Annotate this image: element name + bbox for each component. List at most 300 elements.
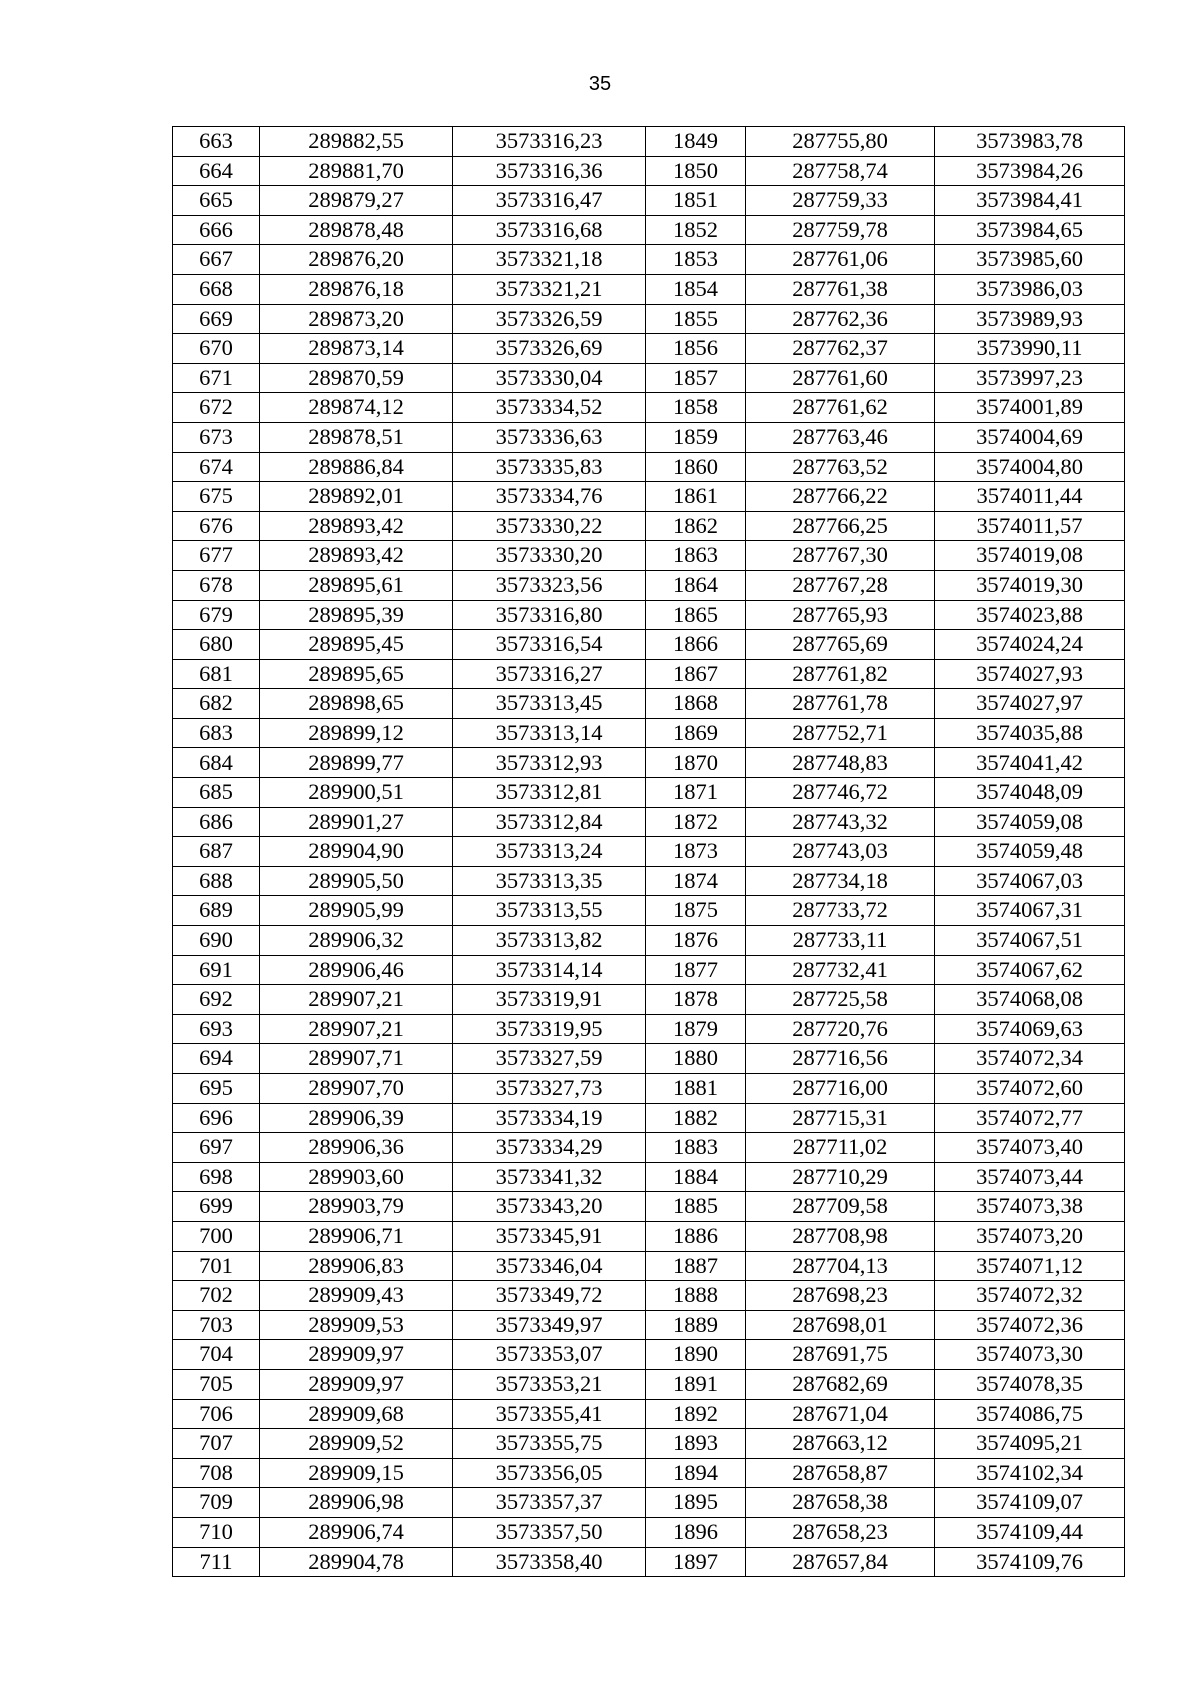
x-coordinate-cell: 289906,46 <box>260 955 453 985</box>
y-coordinate-cell: 3573313,82 <box>453 926 646 956</box>
x-coordinate-cell: 287761,78 <box>746 689 935 719</box>
point-number-cell: 1887 <box>646 1251 746 1281</box>
x-coordinate-cell: 287720,76 <box>746 1014 935 1044</box>
x-coordinate-cell: 289873,20 <box>260 304 453 334</box>
point-number-cell: 683 <box>173 718 260 748</box>
x-coordinate-cell: 287658,87 <box>746 1458 935 1488</box>
point-number-cell: 1889 <box>646 1310 746 1340</box>
table-row <box>173 511 1125 541</box>
x-coordinate-cell: 287733,11 <box>746 926 935 956</box>
point-number-cell: 709 <box>173 1488 260 1518</box>
x-coordinate-cell: 287657,84 <box>746 1547 935 1577</box>
x-coordinate-cell: 287763,46 <box>746 422 935 452</box>
x-coordinate-cell: 287759,78 <box>746 215 935 245</box>
table-row <box>173 1192 1125 1222</box>
table-row <box>173 1133 1125 1163</box>
x-coordinate-cell: 287725,58 <box>746 985 935 1015</box>
y-coordinate-cell: 3574048,09 <box>935 778 1125 808</box>
x-coordinate-cell: 289909,97 <box>260 1369 453 1399</box>
x-coordinate-cell: 289903,79 <box>260 1192 453 1222</box>
x-coordinate-cell: 289893,42 <box>260 511 453 541</box>
point-number-cell: 682 <box>173 689 260 719</box>
point-number-cell: 666 <box>173 215 260 245</box>
point-number-cell: 1857 <box>646 363 746 393</box>
table-row <box>173 718 1125 748</box>
x-coordinate-cell: 287758,74 <box>746 156 935 186</box>
x-coordinate-cell: 287761,60 <box>746 363 935 393</box>
point-number-cell: 1871 <box>646 778 746 808</box>
point-number-cell: 673 <box>173 422 260 452</box>
point-number-cell: 692 <box>173 985 260 1015</box>
point-number-cell: 710 <box>173 1517 260 1547</box>
y-coordinate-cell: 3573986,03 <box>935 274 1125 304</box>
point-number-cell: 1881 <box>646 1074 746 1104</box>
x-coordinate-cell: 287698,01 <box>746 1310 935 1340</box>
x-coordinate-cell: 289878,51 <box>260 422 453 452</box>
table-row <box>173 274 1125 304</box>
point-number-cell: 1877 <box>646 955 746 985</box>
y-coordinate-cell: 3574035,88 <box>935 718 1125 748</box>
point-number-cell: 1894 <box>646 1458 746 1488</box>
y-coordinate-cell: 3573356,05 <box>453 1458 646 1488</box>
x-coordinate-cell: 289886,84 <box>260 452 453 482</box>
x-coordinate-cell: 289878,48 <box>260 215 453 245</box>
point-number-cell: 663 <box>173 127 260 157</box>
y-coordinate-cell: 3574072,60 <box>935 1074 1125 1104</box>
table-row <box>173 748 1125 778</box>
x-coordinate-cell: 289870,59 <box>260 363 453 393</box>
point-number-cell: 1864 <box>646 570 746 600</box>
x-coordinate-cell: 287766,22 <box>746 482 935 512</box>
x-coordinate-cell: 289879,27 <box>260 186 453 216</box>
point-number-cell: 688 <box>173 866 260 896</box>
y-coordinate-cell: 3573316,80 <box>453 600 646 630</box>
x-coordinate-cell: 287734,18 <box>746 866 935 896</box>
table-row <box>173 156 1125 186</box>
point-number-cell: 677 <box>173 541 260 571</box>
x-coordinate-cell: 287743,32 <box>746 807 935 837</box>
point-number-cell: 665 <box>173 186 260 216</box>
x-coordinate-cell: 287761,38 <box>746 274 935 304</box>
point-number-cell: 1860 <box>646 452 746 482</box>
x-coordinate-cell: 287716,56 <box>746 1044 935 1074</box>
point-number-cell: 1865 <box>646 600 746 630</box>
point-number-cell: 705 <box>173 1369 260 1399</box>
point-number-cell: 674 <box>173 452 260 482</box>
table-row <box>173 1458 1125 1488</box>
y-coordinate-cell: 3573319,95 <box>453 1014 646 1044</box>
x-coordinate-cell: 289909,68 <box>260 1399 453 1429</box>
point-number-cell: 700 <box>173 1221 260 1251</box>
y-coordinate-cell: 3573358,40 <box>453 1547 646 1577</box>
x-coordinate-cell: 289909,15 <box>260 1458 453 1488</box>
table-row <box>173 127 1125 157</box>
x-coordinate-cell: 287691,75 <box>746 1340 935 1370</box>
table-row <box>173 393 1125 423</box>
point-number-cell: 1854 <box>646 274 746 304</box>
y-coordinate-cell: 3573316,23 <box>453 127 646 157</box>
point-number-cell: 704 <box>173 1340 260 1370</box>
point-number-cell: 1861 <box>646 482 746 512</box>
point-number-cell: 1883 <box>646 1133 746 1163</box>
point-number-cell: 1893 <box>646 1429 746 1459</box>
x-coordinate-cell: 287761,62 <box>746 393 935 423</box>
y-coordinate-cell: 3574067,62 <box>935 955 1125 985</box>
point-number-cell: 679 <box>173 600 260 630</box>
x-coordinate-cell: 289876,20 <box>260 245 453 275</box>
y-coordinate-cell: 3573334,29 <box>453 1133 646 1163</box>
y-coordinate-cell: 3573345,91 <box>453 1221 646 1251</box>
x-coordinate-cell: 287743,03 <box>746 837 935 867</box>
table-row <box>173 1162 1125 1192</box>
table-row <box>173 778 1125 808</box>
table-row <box>173 422 1125 452</box>
point-number-cell: 1849 <box>646 127 746 157</box>
table-row <box>173 541 1125 571</box>
table-row <box>173 186 1125 216</box>
x-coordinate-cell: 289907,70 <box>260 1074 453 1104</box>
y-coordinate-cell: 3574078,35 <box>935 1369 1125 1399</box>
y-coordinate-cell: 3573316,47 <box>453 186 646 216</box>
point-number-cell: 690 <box>173 926 260 956</box>
table-row <box>173 1251 1125 1281</box>
point-number-cell: 1880 <box>646 1044 746 1074</box>
point-number-cell: 1890 <box>646 1340 746 1370</box>
x-coordinate-cell: 289903,60 <box>260 1162 453 1192</box>
y-coordinate-cell: 3574011,57 <box>935 511 1125 541</box>
x-coordinate-cell: 289907,21 <box>260 1014 453 1044</box>
point-number-cell: 668 <box>173 274 260 304</box>
point-number-cell: 678 <box>173 570 260 600</box>
point-number-cell: 681 <box>173 659 260 689</box>
x-coordinate-cell: 289893,42 <box>260 541 453 571</box>
y-coordinate-cell: 3574071,12 <box>935 1251 1125 1281</box>
table-row <box>173 985 1125 1015</box>
point-number-cell: 695 <box>173 1074 260 1104</box>
point-number-cell: 693 <box>173 1014 260 1044</box>
table-row <box>173 1488 1125 1518</box>
y-coordinate-cell: 3573319,91 <box>453 985 646 1015</box>
table-row <box>173 1103 1125 1133</box>
point-number-cell: 1867 <box>646 659 746 689</box>
point-number-cell: 1874 <box>646 866 746 896</box>
point-number-cell: 1855 <box>646 304 746 334</box>
table-row <box>173 955 1125 985</box>
point-number-cell: 701 <box>173 1251 260 1281</box>
point-number-cell: 711 <box>173 1547 260 1577</box>
point-number-cell: 699 <box>173 1192 260 1222</box>
point-number-cell: 675 <box>173 482 260 512</box>
x-coordinate-cell: 289906,32 <box>260 926 453 956</box>
x-coordinate-cell: 287759,33 <box>746 186 935 216</box>
table-row <box>173 334 1125 364</box>
y-coordinate-cell: 3573997,23 <box>935 363 1125 393</box>
y-coordinate-cell: 3574059,48 <box>935 837 1125 867</box>
y-coordinate-cell: 3573984,41 <box>935 186 1125 216</box>
x-coordinate-cell: 289909,53 <box>260 1310 453 1340</box>
y-coordinate-cell: 3574067,51 <box>935 926 1125 956</box>
y-coordinate-cell: 3573984,65 <box>935 215 1125 245</box>
table-row <box>173 245 1125 275</box>
x-coordinate-cell: 287761,06 <box>746 245 935 275</box>
y-coordinate-cell: 3573357,37 <box>453 1488 646 1518</box>
table-row <box>173 1074 1125 1104</box>
y-coordinate-cell: 3574001,89 <box>935 393 1125 423</box>
x-coordinate-cell: 287755,80 <box>746 127 935 157</box>
point-number-cell: 1870 <box>646 748 746 778</box>
y-coordinate-cell: 3573313,35 <box>453 866 646 896</box>
x-coordinate-cell: 287704,13 <box>746 1251 935 1281</box>
point-number-cell: 676 <box>173 511 260 541</box>
table-row <box>173 1221 1125 1251</box>
point-number-cell: 1892 <box>646 1399 746 1429</box>
x-coordinate-cell: 287708,98 <box>746 1221 935 1251</box>
y-coordinate-cell: 3574072,77 <box>935 1103 1125 1133</box>
y-coordinate-cell: 3574024,24 <box>935 630 1125 660</box>
point-number-cell: 680 <box>173 630 260 660</box>
x-coordinate-cell: 289907,71 <box>260 1044 453 1074</box>
y-coordinate-cell: 3573316,36 <box>453 156 646 186</box>
y-coordinate-cell: 3573316,54 <box>453 630 646 660</box>
y-coordinate-cell: 3573343,20 <box>453 1192 646 1222</box>
x-coordinate-cell: 289905,99 <box>260 896 453 926</box>
table-row <box>173 1517 1125 1547</box>
point-number-cell: 672 <box>173 393 260 423</box>
table-row <box>173 482 1125 512</box>
x-coordinate-cell: 287732,41 <box>746 955 935 985</box>
table-row <box>173 1429 1125 1459</box>
x-coordinate-cell: 289899,77 <box>260 748 453 778</box>
x-coordinate-cell: 287709,58 <box>746 1192 935 1222</box>
y-coordinate-cell: 3574027,97 <box>935 689 1125 719</box>
point-number-cell: 703 <box>173 1310 260 1340</box>
x-coordinate-cell: 289895,39 <box>260 600 453 630</box>
x-coordinate-cell: 287765,93 <box>746 600 935 630</box>
x-coordinate-cell: 289904,78 <box>260 1547 453 1577</box>
y-coordinate-cell: 3573346,04 <box>453 1251 646 1281</box>
x-coordinate-cell: 289873,14 <box>260 334 453 364</box>
x-coordinate-cell: 289906,39 <box>260 1103 453 1133</box>
table-row <box>173 896 1125 926</box>
x-coordinate-cell: 289906,71 <box>260 1221 453 1251</box>
point-number-cell: 698 <box>173 1162 260 1192</box>
point-number-cell: 686 <box>173 807 260 837</box>
point-number-cell: 1873 <box>646 837 746 867</box>
y-coordinate-cell: 3574072,32 <box>935 1281 1125 1311</box>
x-coordinate-cell: 289900,51 <box>260 778 453 808</box>
x-coordinate-cell: 287658,23 <box>746 1517 935 1547</box>
x-coordinate-cell: 287682,69 <box>746 1369 935 1399</box>
x-coordinate-cell: 287711,02 <box>746 1133 935 1163</box>
table-row <box>173 363 1125 393</box>
y-coordinate-cell: 3574019,08 <box>935 541 1125 571</box>
point-number-cell: 685 <box>173 778 260 808</box>
point-number-cell: 1872 <box>646 807 746 837</box>
table-row <box>173 689 1125 719</box>
y-coordinate-cell: 3574023,88 <box>935 600 1125 630</box>
y-coordinate-cell: 3574095,21 <box>935 1429 1125 1459</box>
x-coordinate-cell: 289876,18 <box>260 274 453 304</box>
point-number-cell: 1850 <box>646 156 746 186</box>
point-number-cell: 697 <box>173 1133 260 1163</box>
x-coordinate-cell: 289904,90 <box>260 837 453 867</box>
y-coordinate-cell: 3573316,27 <box>453 659 646 689</box>
y-coordinate-cell: 3574068,08 <box>935 985 1125 1015</box>
point-number-cell: 1897 <box>646 1547 746 1577</box>
y-coordinate-cell: 3573336,63 <box>453 422 646 452</box>
y-coordinate-cell: 3573314,14 <box>453 955 646 985</box>
x-coordinate-cell: 287761,82 <box>746 659 935 689</box>
point-number-cell: 1884 <box>646 1162 746 1192</box>
y-coordinate-cell: 3574004,80 <box>935 452 1125 482</box>
y-coordinate-cell: 3573312,81 <box>453 778 646 808</box>
table-row <box>173 304 1125 334</box>
y-coordinate-cell: 3574067,03 <box>935 866 1125 896</box>
x-coordinate-cell: 287733,72 <box>746 896 935 926</box>
y-coordinate-cell: 3573341,32 <box>453 1162 646 1192</box>
y-coordinate-cell: 3573327,73 <box>453 1074 646 1104</box>
y-coordinate-cell: 3573316,68 <box>453 215 646 245</box>
y-coordinate-cell: 3574102,34 <box>935 1458 1125 1488</box>
point-number-cell: 671 <box>173 363 260 393</box>
table-row <box>173 452 1125 482</box>
table-row <box>173 807 1125 837</box>
x-coordinate-cell: 289906,36 <box>260 1133 453 1163</box>
point-number-cell: 1869 <box>646 718 746 748</box>
x-coordinate-cell: 287763,52 <box>746 452 935 482</box>
y-coordinate-cell: 3574067,31 <box>935 896 1125 926</box>
coordinates-table <box>172 126 1125 1577</box>
point-number-cell: 1859 <box>646 422 746 452</box>
y-coordinate-cell: 3573355,41 <box>453 1399 646 1429</box>
y-coordinate-cell: 3573357,50 <box>453 1517 646 1547</box>
y-coordinate-cell: 3573984,26 <box>935 156 1125 186</box>
x-coordinate-cell: 287663,12 <box>746 1429 935 1459</box>
point-number-cell: 1866 <box>646 630 746 660</box>
point-number-cell: 1875 <box>646 896 746 926</box>
table-row <box>173 1547 1125 1577</box>
y-coordinate-cell: 3573326,69 <box>453 334 646 364</box>
x-coordinate-cell: 289906,83 <box>260 1251 453 1281</box>
y-coordinate-cell: 3574073,40 <box>935 1133 1125 1163</box>
y-coordinate-cell: 3574073,44 <box>935 1162 1125 1192</box>
point-number-cell: 691 <box>173 955 260 985</box>
y-coordinate-cell: 3574072,34 <box>935 1044 1125 1074</box>
x-coordinate-cell: 289882,55 <box>260 127 453 157</box>
y-coordinate-cell: 3573330,20 <box>453 541 646 571</box>
x-coordinate-cell: 289901,27 <box>260 807 453 837</box>
point-number-cell: 667 <box>173 245 260 275</box>
y-coordinate-cell: 3573330,22 <box>453 511 646 541</box>
y-coordinate-cell: 3574011,44 <box>935 482 1125 512</box>
point-number-cell: 1868 <box>646 689 746 719</box>
table-row <box>173 215 1125 245</box>
point-number-cell: 702 <box>173 1281 260 1311</box>
point-number-cell: 1896 <box>646 1517 746 1547</box>
point-number-cell: 1885 <box>646 1192 746 1222</box>
point-number-cell: 1852 <box>646 215 746 245</box>
y-coordinate-cell: 3573313,45 <box>453 689 646 719</box>
x-coordinate-cell: 287698,23 <box>746 1281 935 1311</box>
x-coordinate-cell: 287762,36 <box>746 304 935 334</box>
y-coordinate-cell: 3574027,93 <box>935 659 1125 689</box>
x-coordinate-cell: 289906,74 <box>260 1517 453 1547</box>
x-coordinate-cell: 289907,21 <box>260 985 453 1015</box>
y-coordinate-cell: 3574073,30 <box>935 1340 1125 1370</box>
point-number-cell: 707 <box>173 1429 260 1459</box>
y-coordinate-cell: 3574004,69 <box>935 422 1125 452</box>
y-coordinate-cell: 3574072,36 <box>935 1310 1125 1340</box>
y-coordinate-cell: 3573355,75 <box>453 1429 646 1459</box>
table-row <box>173 570 1125 600</box>
y-coordinate-cell: 3574109,44 <box>935 1517 1125 1547</box>
y-coordinate-cell: 3573990,11 <box>935 334 1125 364</box>
x-coordinate-cell: 289892,01 <box>260 482 453 512</box>
table-row <box>173 659 1125 689</box>
x-coordinate-cell: 287710,29 <box>746 1162 935 1192</box>
y-coordinate-cell: 3574019,30 <box>935 570 1125 600</box>
point-number-cell: 1862 <box>646 511 746 541</box>
table-row <box>173 866 1125 896</box>
x-coordinate-cell: 289906,98 <box>260 1488 453 1518</box>
y-coordinate-cell: 3573313,24 <box>453 837 646 867</box>
y-coordinate-cell: 3573349,97 <box>453 1310 646 1340</box>
y-coordinate-cell: 3573353,07 <box>453 1340 646 1370</box>
point-number-cell: 669 <box>173 304 260 334</box>
point-number-cell: 696 <box>173 1103 260 1133</box>
table-row <box>173 630 1125 660</box>
point-number-cell: 1895 <box>646 1488 746 1518</box>
y-coordinate-cell: 3573334,19 <box>453 1103 646 1133</box>
y-coordinate-cell: 3573313,55 <box>453 896 646 926</box>
y-coordinate-cell: 3574109,07 <box>935 1488 1125 1518</box>
x-coordinate-cell: 289895,61 <box>260 570 453 600</box>
table-row <box>173 1340 1125 1370</box>
x-coordinate-cell: 287716,00 <box>746 1074 935 1104</box>
page-number: 35 <box>588 73 612 95</box>
x-coordinate-cell: 289895,45 <box>260 630 453 660</box>
table-row <box>173 926 1125 956</box>
point-number-cell: 1878 <box>646 985 746 1015</box>
x-coordinate-cell: 289909,52 <box>260 1429 453 1459</box>
x-coordinate-cell: 289895,65 <box>260 659 453 689</box>
y-coordinate-cell: 3573327,59 <box>453 1044 646 1074</box>
table-row <box>173 1399 1125 1429</box>
y-coordinate-cell: 3573983,78 <box>935 127 1125 157</box>
y-coordinate-cell: 3573312,93 <box>453 748 646 778</box>
y-coordinate-cell: 3574069,63 <box>935 1014 1125 1044</box>
y-coordinate-cell: 3574086,75 <box>935 1399 1125 1429</box>
x-coordinate-cell: 287671,04 <box>746 1399 935 1429</box>
y-coordinate-cell: 3573323,56 <box>453 570 646 600</box>
point-number-cell: 1882 <box>646 1103 746 1133</box>
y-coordinate-cell: 3574109,76 <box>935 1547 1125 1577</box>
y-coordinate-cell: 3573321,21 <box>453 274 646 304</box>
y-coordinate-cell: 3573349,72 <box>453 1281 646 1311</box>
point-number-cell: 1856 <box>646 334 746 364</box>
point-number-cell: 1879 <box>646 1014 746 1044</box>
y-coordinate-cell: 3573985,60 <box>935 245 1125 275</box>
point-number-cell: 706 <box>173 1399 260 1429</box>
point-number-cell: 664 <box>173 156 260 186</box>
table-row <box>173 1281 1125 1311</box>
x-coordinate-cell: 289905,50 <box>260 866 453 896</box>
point-number-cell: 1891 <box>646 1369 746 1399</box>
y-coordinate-cell: 3573313,14 <box>453 718 646 748</box>
point-number-cell: 1876 <box>646 926 746 956</box>
x-coordinate-cell: 287715,31 <box>746 1103 935 1133</box>
x-coordinate-cell: 287766,25 <box>746 511 935 541</box>
